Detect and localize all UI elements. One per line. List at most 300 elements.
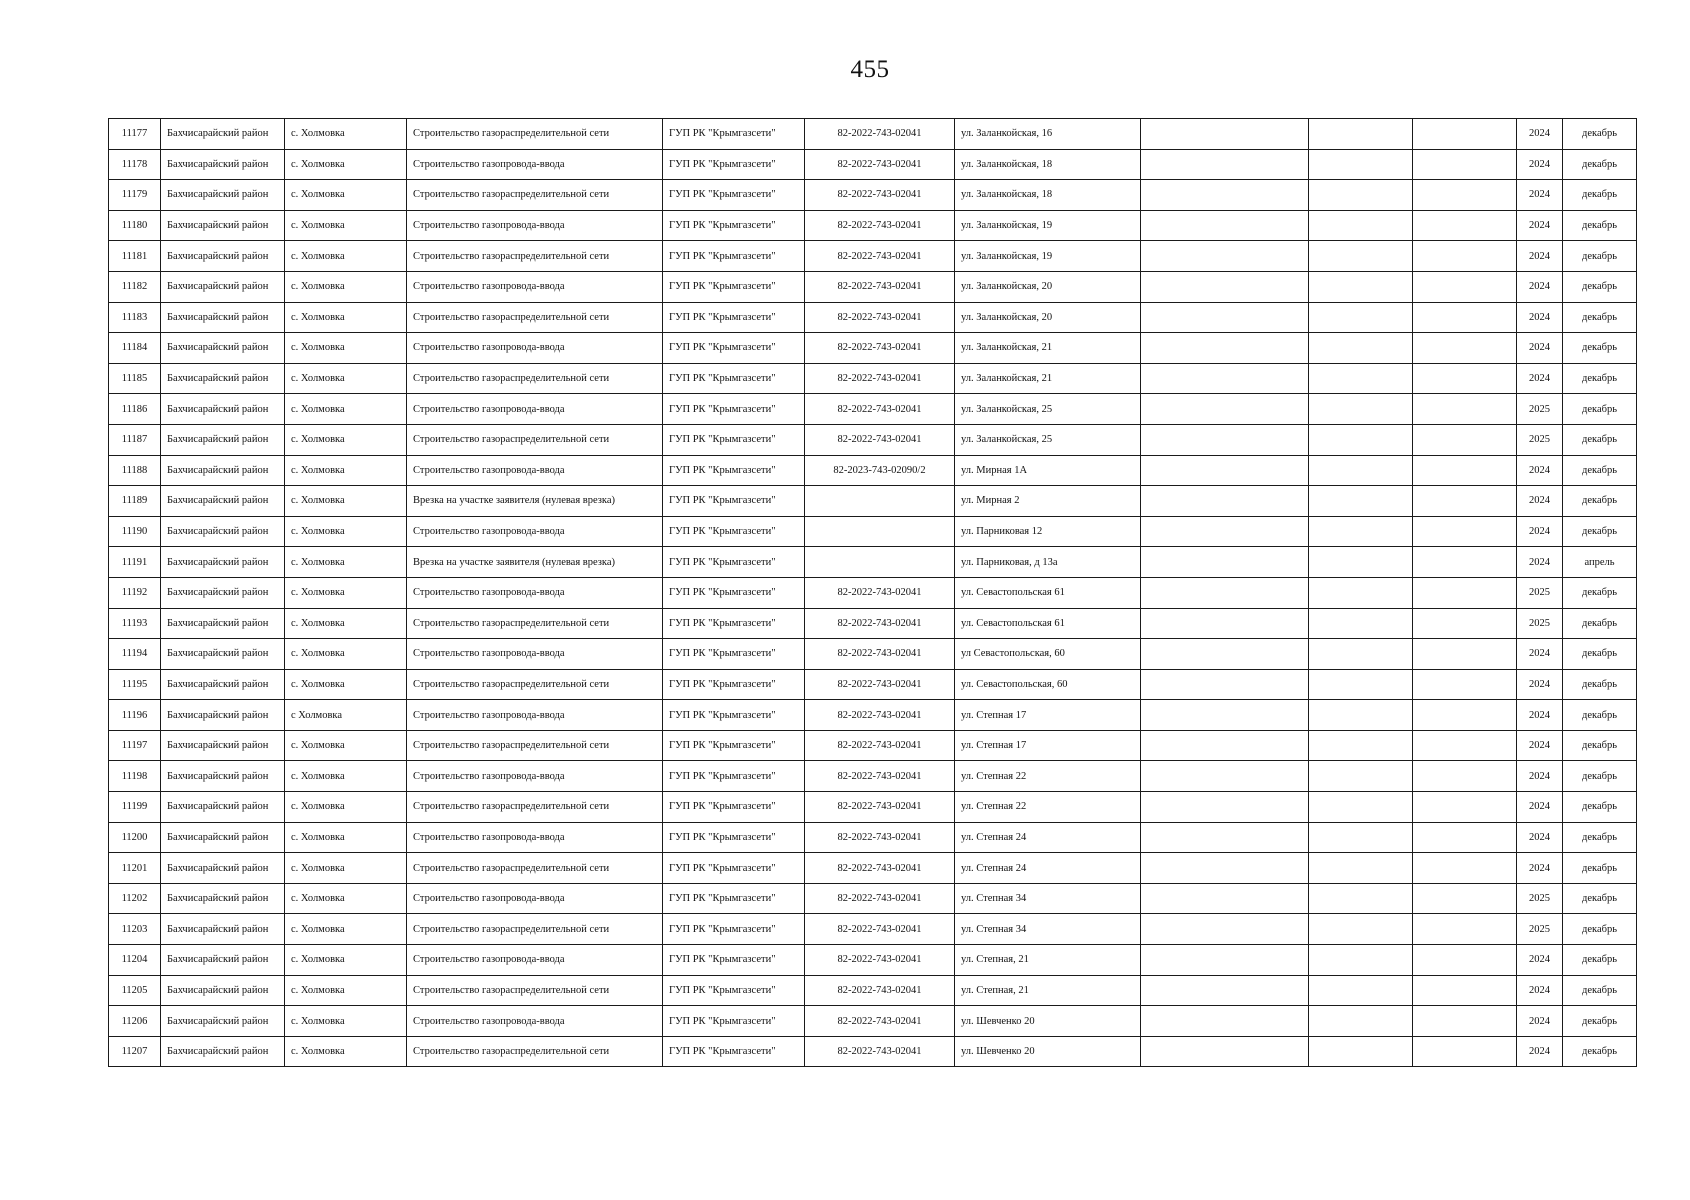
district-cell: Бахчисарайский район <box>161 363 285 394</box>
settlement-cell: с. Холмовка <box>285 119 407 150</box>
table-row <box>109 1006 1637 1037</box>
table-row <box>109 394 1637 425</box>
district-cell: Бахчисарайский район <box>161 455 285 486</box>
table-row <box>109 455 1637 486</box>
settlement-cell: с. Холмовка <box>285 455 407 486</box>
empty-cell <box>1413 822 1517 853</box>
work-type-cell: Строительство газораспределительной сети <box>407 424 663 455</box>
empty-cell <box>1309 363 1413 394</box>
address-cell: ул. Степная 24 <box>955 853 1141 884</box>
empty-cell <box>1309 914 1413 945</box>
settlement-cell: с. Холмовка <box>285 149 407 180</box>
empty-cell <box>1413 455 1517 486</box>
work-type-cell: Строительство газораспределительной сети <box>407 792 663 823</box>
contract-number-cell: 82-2022-743-02041 <box>805 975 955 1006</box>
contract-number-cell: 82-2023-743-02090/2 <box>805 455 955 486</box>
empty-cell <box>1309 424 1413 455</box>
district-cell: Бахчисарайский район <box>161 700 285 731</box>
work-type-cell: Строительство газораспределительной сети <box>407 180 663 211</box>
work-type-cell: Строительство газопровода-ввода <box>407 639 663 670</box>
month-cell: декабрь <box>1563 914 1637 945</box>
settlement-cell: с. Холмовка <box>285 363 407 394</box>
settlement-cell: с. Холмовка <box>285 210 407 241</box>
district-cell: Бахчисарайский район <box>161 883 285 914</box>
row-number-cell: 11203 <box>109 914 161 945</box>
district-cell: Бахчисарайский район <box>161 608 285 639</box>
work-type-cell: Строительство газораспределительной сети <box>407 608 663 639</box>
empty-cell <box>1141 914 1309 945</box>
work-type-cell: Строительство газопровода-ввода <box>407 149 663 180</box>
year-cell: 2025 <box>1517 914 1563 945</box>
empty-cell <box>1309 1036 1413 1067</box>
contract-number-cell: 82-2022-743-02041 <box>805 792 955 823</box>
month-cell: декабрь <box>1563 271 1637 302</box>
empty-cell <box>1309 1006 1413 1037</box>
address-cell: ул. Севастопольская, 60 <box>955 669 1141 700</box>
district-cell: Бахчисарайский район <box>161 210 285 241</box>
table-row <box>109 975 1637 1006</box>
table-row <box>109 639 1637 670</box>
address-cell: ул. Парниковая 12 <box>955 516 1141 547</box>
empty-cell <box>1309 119 1413 150</box>
empty-cell <box>1413 149 1517 180</box>
work-type-cell: Строительство газопровода-ввода <box>407 516 663 547</box>
table-row <box>109 792 1637 823</box>
empty-cell <box>1309 210 1413 241</box>
settlement-cell: с. Холмовка <box>285 271 407 302</box>
organization-cell: ГУП РК "Крымгазсети" <box>663 180 805 211</box>
settlement-cell: с. Холмовка <box>285 914 407 945</box>
organization-cell: ГУП РК "Крымгазсети" <box>663 149 805 180</box>
row-number-cell: 11200 <box>109 822 161 853</box>
settlement-cell: с. Холмовка <box>285 761 407 792</box>
empty-cell <box>1413 333 1517 364</box>
district-cell: Бахчисарайский район <box>161 730 285 761</box>
empty-cell <box>1141 302 1309 333</box>
year-cell: 2024 <box>1517 271 1563 302</box>
contract-number-cell: 82-2022-743-02041 <box>805 945 955 976</box>
contract-number-cell: 82-2022-743-02041 <box>805 149 955 180</box>
table-row <box>109 883 1637 914</box>
empty-cell <box>1413 608 1517 639</box>
empty-cell <box>1309 149 1413 180</box>
work-type-cell: Строительство газопровода-ввода <box>407 1006 663 1037</box>
work-type-cell: Строительство газораспределительной сети <box>407 363 663 394</box>
work-type-cell: Строительство газопровода-ввода <box>407 945 663 976</box>
empty-cell <box>1309 547 1413 578</box>
year-cell: 2024 <box>1517 455 1563 486</box>
month-cell: декабрь <box>1563 333 1637 364</box>
year-cell: 2024 <box>1517 792 1563 823</box>
empty-cell <box>1141 119 1309 150</box>
table-row <box>109 700 1637 731</box>
row-number-cell: 11180 <box>109 210 161 241</box>
empty-cell <box>1309 608 1413 639</box>
row-number-cell: 11207 <box>109 1036 161 1067</box>
contract-number-cell: 82-2022-743-02041 <box>805 883 955 914</box>
contract-number-cell: 82-2022-743-02041 <box>805 577 955 608</box>
table-row <box>109 424 1637 455</box>
empty-cell <box>1309 822 1413 853</box>
address-cell: ул. Степная 24 <box>955 822 1141 853</box>
address-cell: ул. Степная 17 <box>955 730 1141 761</box>
month-cell: декабрь <box>1563 669 1637 700</box>
organization-cell: ГУП РК "Крымгазсети" <box>663 210 805 241</box>
row-number-cell: 11201 <box>109 853 161 884</box>
month-cell: декабрь <box>1563 639 1637 670</box>
work-type-cell: Врезка на участке заявителя (нулевая врезка) <box>407 547 663 578</box>
address-cell: ул. Степная, 21 <box>955 945 1141 976</box>
contract-number-cell: 82-2022-743-02041 <box>805 822 955 853</box>
address-cell: ул. Заланкойская, 25 <box>955 394 1141 425</box>
month-cell: декабрь <box>1563 853 1637 884</box>
empty-cell <box>1309 302 1413 333</box>
contract-number-cell: 82-2022-743-02041 <box>805 1036 955 1067</box>
contract-number-cell: 82-2022-743-02041 <box>805 639 955 670</box>
settlement-cell: с. Холмовка <box>285 547 407 578</box>
address-cell: ул. Заланкойская, 20 <box>955 271 1141 302</box>
settlement-cell: с. Холмовка <box>285 180 407 211</box>
month-cell: декабрь <box>1563 792 1637 823</box>
table-row <box>109 180 1637 211</box>
organization-cell: ГУП РК "Крымгазсети" <box>663 455 805 486</box>
contract-number-cell: 82-2022-743-02041 <box>805 700 955 731</box>
empty-cell <box>1413 241 1517 272</box>
address-cell: ул. Мирная 2 <box>955 486 1141 517</box>
organization-cell: ГУП РК "Крымгазсети" <box>663 639 805 670</box>
year-cell: 2024 <box>1517 333 1563 364</box>
district-cell: Бахчисарайский район <box>161 853 285 884</box>
row-number-cell: 11177 <box>109 119 161 150</box>
organization-cell: ГУП РК "Крымгазсети" <box>663 394 805 425</box>
empty-cell <box>1309 394 1413 425</box>
organization-cell: ГУП РК "Крымгазсети" <box>663 486 805 517</box>
month-cell: декабрь <box>1563 1036 1637 1067</box>
page-number: 455 <box>850 56 890 83</box>
organization-cell: ГУП РК "Крымгазсети" <box>663 608 805 639</box>
empty-cell <box>1309 241 1413 272</box>
row-number-cell: 11205 <box>109 975 161 1006</box>
month-cell: декабрь <box>1563 149 1637 180</box>
month-cell: декабрь <box>1563 883 1637 914</box>
year-cell: 2024 <box>1517 822 1563 853</box>
year-cell: 2024 <box>1517 730 1563 761</box>
district-cell: Бахчисарайский район <box>161 394 285 425</box>
year-cell: 2024 <box>1517 853 1563 884</box>
empty-cell <box>1309 945 1413 976</box>
settlement-cell: с. Холмовка <box>285 792 407 823</box>
empty-cell <box>1141 669 1309 700</box>
work-type-cell: Строительство газопровода-ввода <box>407 883 663 914</box>
row-number-cell: 11183 <box>109 302 161 333</box>
empty-cell <box>1141 761 1309 792</box>
empty-cell <box>1141 241 1309 272</box>
table-row <box>109 241 1637 272</box>
organization-cell: ГУП РК "Крымгазсети" <box>663 271 805 302</box>
year-cell: 2024 <box>1517 975 1563 1006</box>
year-cell: 2024 <box>1517 302 1563 333</box>
organization-cell: ГУП РК "Крымгазсети" <box>663 792 805 823</box>
work-type-cell: Строительство газораспределительной сети <box>407 669 663 700</box>
empty-cell <box>1309 455 1413 486</box>
settlement-cell: с. Холмовка <box>285 577 407 608</box>
settlement-cell: с. Холмовка <box>285 333 407 364</box>
empty-cell <box>1309 669 1413 700</box>
empty-cell <box>1309 516 1413 547</box>
address-cell: ул. Степная 22 <box>955 792 1141 823</box>
empty-cell <box>1413 945 1517 976</box>
district-cell: Бахчисарайский район <box>161 822 285 853</box>
address-cell: ул. Севастопольская 61 <box>955 608 1141 639</box>
registry-table <box>108 118 1637 1067</box>
organization-cell: ГУП РК "Крымгазсети" <box>663 730 805 761</box>
settlement-cell: с. Холмовка <box>285 241 407 272</box>
month-cell: декабрь <box>1563 394 1637 425</box>
organization-cell: ГУП РК "Крымгазсети" <box>663 1036 805 1067</box>
table-row <box>109 149 1637 180</box>
organization-cell: ГУП РК "Крымгазсети" <box>663 302 805 333</box>
empty-cell <box>1413 547 1517 578</box>
empty-cell <box>1141 700 1309 731</box>
empty-cell <box>1309 700 1413 731</box>
organization-cell: ГУП РК "Крымгазсети" <box>663 914 805 945</box>
contract-number-cell: 82-2022-743-02041 <box>805 853 955 884</box>
empty-cell <box>1141 516 1309 547</box>
organization-cell: ГУП РК "Крымгазсети" <box>663 547 805 578</box>
settlement-cell: с Холмовка <box>285 700 407 731</box>
year-cell: 2024 <box>1517 669 1563 700</box>
year-cell: 2024 <box>1517 945 1563 976</box>
empty-cell <box>1141 730 1309 761</box>
work-type-cell: Строительство газопровода-ввода <box>407 210 663 241</box>
work-type-cell: Строительство газопровода-ввода <box>407 700 663 731</box>
empty-cell <box>1413 669 1517 700</box>
work-type-cell: Строительство газопровода-ввода <box>407 822 663 853</box>
address-cell: ул. Заланкойская, 21 <box>955 363 1141 394</box>
settlement-cell: с. Холмовка <box>285 424 407 455</box>
empty-cell <box>1141 271 1309 302</box>
table-row <box>109 210 1637 241</box>
empty-cell <box>1413 792 1517 823</box>
settlement-cell: с. Холмовка <box>285 945 407 976</box>
table-row <box>109 914 1637 945</box>
month-cell: декабрь <box>1563 730 1637 761</box>
row-number-cell: 11195 <box>109 669 161 700</box>
district-cell: Бахчисарайский район <box>161 180 285 211</box>
work-type-cell: Строительство газораспределительной сети <box>407 1036 663 1067</box>
empty-cell <box>1413 394 1517 425</box>
contract-number-cell: 82-2022-743-02041 <box>805 424 955 455</box>
empty-cell <box>1141 394 1309 425</box>
district-cell: Бахчисарайский район <box>161 1036 285 1067</box>
year-cell: 2024 <box>1517 363 1563 394</box>
work-type-cell: Строительство газораспределительной сети <box>407 119 663 150</box>
month-cell: декабрь <box>1563 302 1637 333</box>
row-number-cell: 11182 <box>109 271 161 302</box>
empty-cell <box>1141 577 1309 608</box>
empty-cell <box>1413 914 1517 945</box>
year-cell: 2024 <box>1517 700 1563 731</box>
district-cell: Бахчисарайский район <box>161 486 285 517</box>
address-cell: ул. Степная 22 <box>955 761 1141 792</box>
year-cell: 2024 <box>1517 119 1563 150</box>
work-type-cell: Строительство газораспределительной сети <box>407 975 663 1006</box>
contract-number-cell <box>805 486 955 517</box>
empty-cell <box>1413 1036 1517 1067</box>
empty-cell <box>1309 333 1413 364</box>
table-row <box>109 119 1637 150</box>
district-cell: Бахчисарайский район <box>161 1006 285 1037</box>
contract-number-cell: 82-2022-743-02041 <box>805 761 955 792</box>
year-cell: 2024 <box>1517 1006 1563 1037</box>
work-type-cell: Строительство газораспределительной сети <box>407 730 663 761</box>
organization-cell: ГУП РК "Крымгазсети" <box>663 853 805 884</box>
row-number-cell: 11194 <box>109 639 161 670</box>
empty-cell <box>1309 761 1413 792</box>
empty-cell <box>1413 975 1517 1006</box>
month-cell: декабрь <box>1563 119 1637 150</box>
address-cell: ул. Заланкойская, 18 <box>955 180 1141 211</box>
month-cell: декабрь <box>1563 608 1637 639</box>
district-cell: Бахчисарайский район <box>161 975 285 1006</box>
year-cell: 2024 <box>1517 1036 1563 1067</box>
organization-cell: ГУП РК "Крымгазсети" <box>663 669 805 700</box>
month-cell: декабрь <box>1563 1006 1637 1037</box>
settlement-cell: с. Холмовка <box>285 302 407 333</box>
district-cell: Бахчисарайский район <box>161 945 285 976</box>
empty-cell <box>1413 210 1517 241</box>
empty-cell <box>1413 761 1517 792</box>
empty-cell <box>1413 119 1517 150</box>
contract-number-cell: 82-2022-743-02041 <box>805 914 955 945</box>
row-number-cell: 11181 <box>109 241 161 272</box>
year-cell: 2024 <box>1517 180 1563 211</box>
empty-cell <box>1309 883 1413 914</box>
row-number-cell: 11184 <box>109 333 161 364</box>
empty-cell <box>1413 730 1517 761</box>
row-number-cell: 11186 <box>109 394 161 425</box>
empty-cell <box>1309 730 1413 761</box>
table-row <box>109 761 1637 792</box>
contract-number-cell: 82-2022-743-02041 <box>805 1006 955 1037</box>
organization-cell: ГУП РК "Крымгазсети" <box>663 577 805 608</box>
empty-cell <box>1141 945 1309 976</box>
contract-number-cell: 82-2022-743-02041 <box>805 180 955 211</box>
table-row <box>109 577 1637 608</box>
year-cell: 2024 <box>1517 241 1563 272</box>
work-type-cell: Строительство газопровода-ввода <box>407 271 663 302</box>
district-cell: Бахчисарайский район <box>161 577 285 608</box>
year-cell: 2024 <box>1517 639 1563 670</box>
row-number-cell: 11198 <box>109 761 161 792</box>
empty-cell <box>1413 424 1517 455</box>
empty-cell <box>1141 149 1309 180</box>
row-number-cell: 11199 <box>109 792 161 823</box>
empty-cell <box>1413 1006 1517 1037</box>
organization-cell: ГУП РК "Крымгазсети" <box>663 119 805 150</box>
empty-cell <box>1413 271 1517 302</box>
table-row <box>109 486 1637 517</box>
empty-cell <box>1309 577 1413 608</box>
address-cell: ул. Заланкойская, 20 <box>955 302 1141 333</box>
organization-cell: ГУП РК "Крымгазсети" <box>663 424 805 455</box>
contract-number-cell: 82-2022-743-02041 <box>805 608 955 639</box>
table-row <box>109 608 1637 639</box>
month-cell: декабрь <box>1563 455 1637 486</box>
empty-cell <box>1141 455 1309 486</box>
empty-cell <box>1413 180 1517 211</box>
empty-cell <box>1141 608 1309 639</box>
address-cell: ул Севастопольская, 60 <box>955 639 1141 670</box>
month-cell: декабрь <box>1563 945 1637 976</box>
year-cell: 2024 <box>1517 486 1563 517</box>
empty-cell <box>1141 333 1309 364</box>
address-cell: ул. Севастопольская 61 <box>955 577 1141 608</box>
year-cell: 2024 <box>1517 761 1563 792</box>
month-cell: декабрь <box>1563 577 1637 608</box>
address-cell: ул. Заланкойская, 21 <box>955 333 1141 364</box>
address-cell: ул. Мирная 1А <box>955 455 1141 486</box>
organization-cell: ГУП РК "Крымгазсети" <box>663 822 805 853</box>
contract-number-cell: 82-2022-743-02041 <box>805 333 955 364</box>
district-cell: Бахчисарайский район <box>161 302 285 333</box>
district-cell: Бахчисарайский район <box>161 424 285 455</box>
empty-cell <box>1141 639 1309 670</box>
empty-cell <box>1141 180 1309 211</box>
empty-cell <box>1141 853 1309 884</box>
empty-cell <box>1141 424 1309 455</box>
month-cell: декабрь <box>1563 363 1637 394</box>
year-cell: 2025 <box>1517 608 1563 639</box>
organization-cell: ГУП РК "Крымгазсети" <box>663 883 805 914</box>
address-cell: ул. Степная, 21 <box>955 975 1141 1006</box>
row-number-cell: 11178 <box>109 149 161 180</box>
settlement-cell: с. Холмовка <box>285 730 407 761</box>
organization-cell: ГУП РК "Крымгазсети" <box>663 363 805 394</box>
month-cell: декабрь <box>1563 700 1637 731</box>
settlement-cell: с. Холмовка <box>285 486 407 517</box>
month-cell: декабрь <box>1563 424 1637 455</box>
year-cell: 2025 <box>1517 394 1563 425</box>
month-cell: декабрь <box>1563 210 1637 241</box>
contract-number-cell: 82-2022-743-02041 <box>805 394 955 425</box>
row-number-cell: 11191 <box>109 547 161 578</box>
empty-cell <box>1141 1006 1309 1037</box>
organization-cell: ГУП РК "Крымгазсети" <box>663 333 805 364</box>
empty-cell <box>1141 547 1309 578</box>
district-cell: Бахчисарайский район <box>161 792 285 823</box>
work-type-cell: Строительство газопровода-ввода <box>407 455 663 486</box>
table-row <box>109 669 1637 700</box>
district-cell: Бахчисарайский район <box>161 333 285 364</box>
work-type-cell: Строительство газораспределительной сети <box>407 914 663 945</box>
table-row <box>109 945 1637 976</box>
row-number-cell: 11192 <box>109 577 161 608</box>
contract-number-cell: 82-2022-743-02041 <box>805 271 955 302</box>
empty-cell <box>1309 792 1413 823</box>
organization-cell: ГУП РК "Крымгазсети" <box>663 700 805 731</box>
row-number-cell: 11193 <box>109 608 161 639</box>
empty-cell <box>1141 792 1309 823</box>
organization-cell: ГУП РК "Крымгазсети" <box>663 975 805 1006</box>
contract-number-cell: 82-2022-743-02041 <box>805 363 955 394</box>
registry-table-body <box>109 119 1637 1067</box>
work-type-cell: Строительство газораспределительной сети <box>407 853 663 884</box>
empty-cell <box>1413 486 1517 517</box>
row-number-cell: 11190 <box>109 516 161 547</box>
empty-cell <box>1413 302 1517 333</box>
address-cell: ул. Заланкойская, 19 <box>955 210 1141 241</box>
